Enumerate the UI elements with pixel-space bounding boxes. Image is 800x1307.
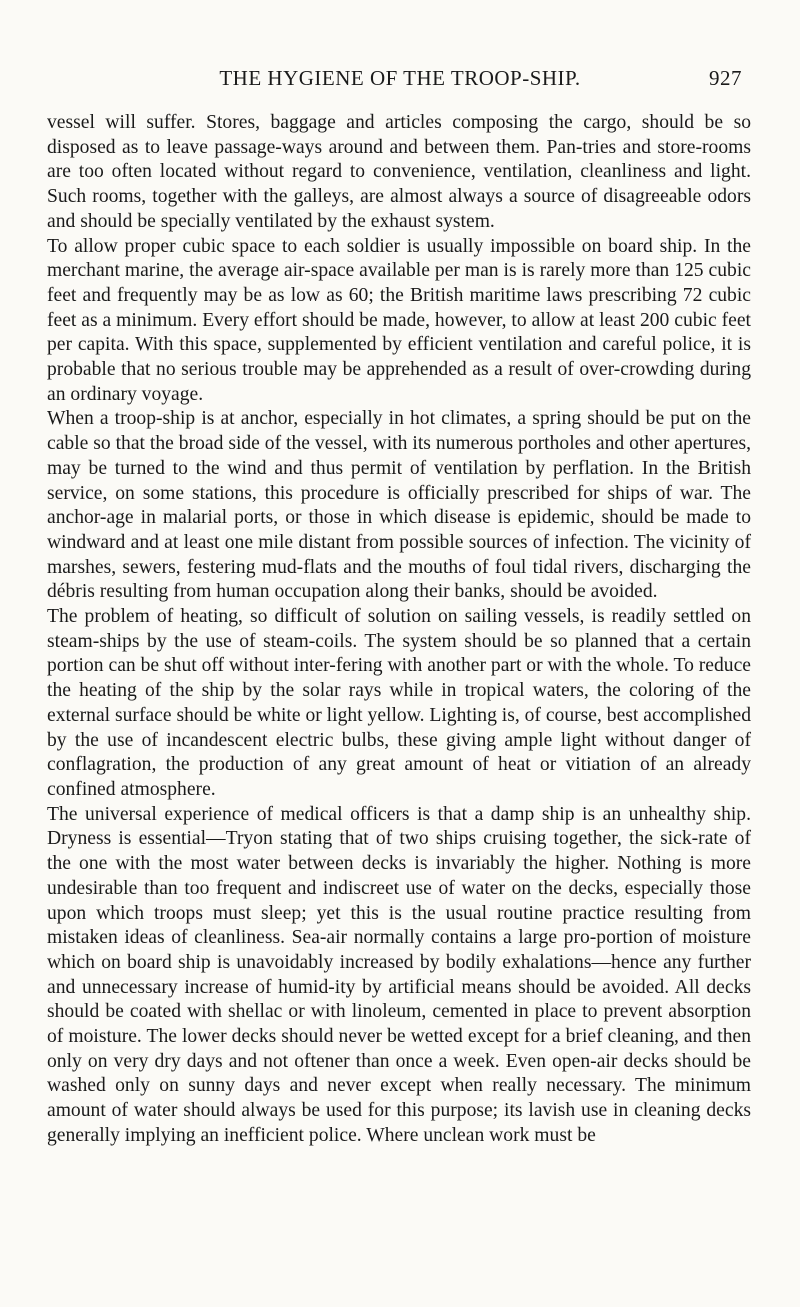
- paragraph: vessel will suffer. Stores, baggage and articles composing the cargo, should be so disposed as to leave passage-ways around and between them. Pan-tries and store-rooms are too often located without regard to convenience, ventilation, cleanliness and light. Such rooms, together with the galleys, are almost always a source of disagreeable odors and should be specially ventilated by the exhaust system.: [47, 112, 751, 232]
- paragraph: The problem of heating, so difficult of solution on sailing vessels, is readily settled on steam-ships by the use of steam-coils. The system should be so planned that a certain portion can be shut off without inter-fering with another part or with the whole. To reduce the heating of the ship by the solar rays while in tropical waters, the coloring of the external surface should be white or light yellow. Lighting is, of course, best accomplished by the use of incandescent electric bulbs, these giving ample light without danger of conflagration, the production of any great amount of heat or vitiation of an already confined atmosphere.: [47, 606, 751, 800]
- running-title: THE HYGIENE OF THE TROOP-SHIP.: [219, 66, 581, 90]
- paragraph: To allow proper cubic space to each soldier is usually impossible on board ship. In the merchant marine, the average air-space available per man is is rarely more than 125 cubic feet and frequently may be as low as 60; the British maritime laws prescribing 72 cubic feet as a minimum. Every effort should be made, however, to allow at least 200 cubic feet per capita. With this space, supplemented by efficient ventilation and careful police, it is probable that no serious trouble may be apprehended as a result of over-crowding during an ordinary voyage.: [47, 235, 751, 405]
- page-number: 927: [709, 66, 742, 90]
- page-header: [0, 66, 800, 96]
- paragraph: When a troop-ship is at anchor, especially in hot climates, a spring should be put on the cable so that the broad side of the vessel, with its numerous portholes and other apertures, may be turned to the wind and thus permit of ventilation by perflation. In the British service, on some stations, this procedure is officially prescribed for ships of war. The anchor-age in malarial ports, or those in which disease is epidemic, should be made to windward and at least one mile distant from possible sources of infection. The vicinity of marshes, sewers, festering mud-flats and the mouths of foul tidal rivers, discharging the débris resulting from human occupation along their banks, should be avoided.: [47, 408, 751, 603]
- body-text: [47, 111, 751, 1149]
- paragraph: The universal experience of medical officers is that a damp ship is an unhealthy ship. Dryness is essential—Tryon stating that of two ships cruising together, the sick-rate of the one with the most water between decks is invariably the higher. Nothing is more undesirable than too frequent and indiscreet use of water on the decks, especially those upon which troops must sleep; yet this is the usual routine practice resulting from mistaken ideas of cleanliness. Sea-air normally contains a large pro-portion of moisture which on board ship is unavoidably increased by bodily exhalations—hence any further and unnecessary increase of humid-ity by artificial means should be avoided. All decks should be coated with shellac or with linoleum, cemented in place to prevent absorption of moisture. The lower decks should never be wetted except for a brief cleaning, and then only on very dry days and not oftener than once a week. Even open-air decks should be washed only on sunny days and never except when really necessary. The minimum amount of water should always be used for this purpose; its lavish use in cleaning decks generally implying an inefficient police. Where unclean work must be: [47, 803, 751, 1146]
